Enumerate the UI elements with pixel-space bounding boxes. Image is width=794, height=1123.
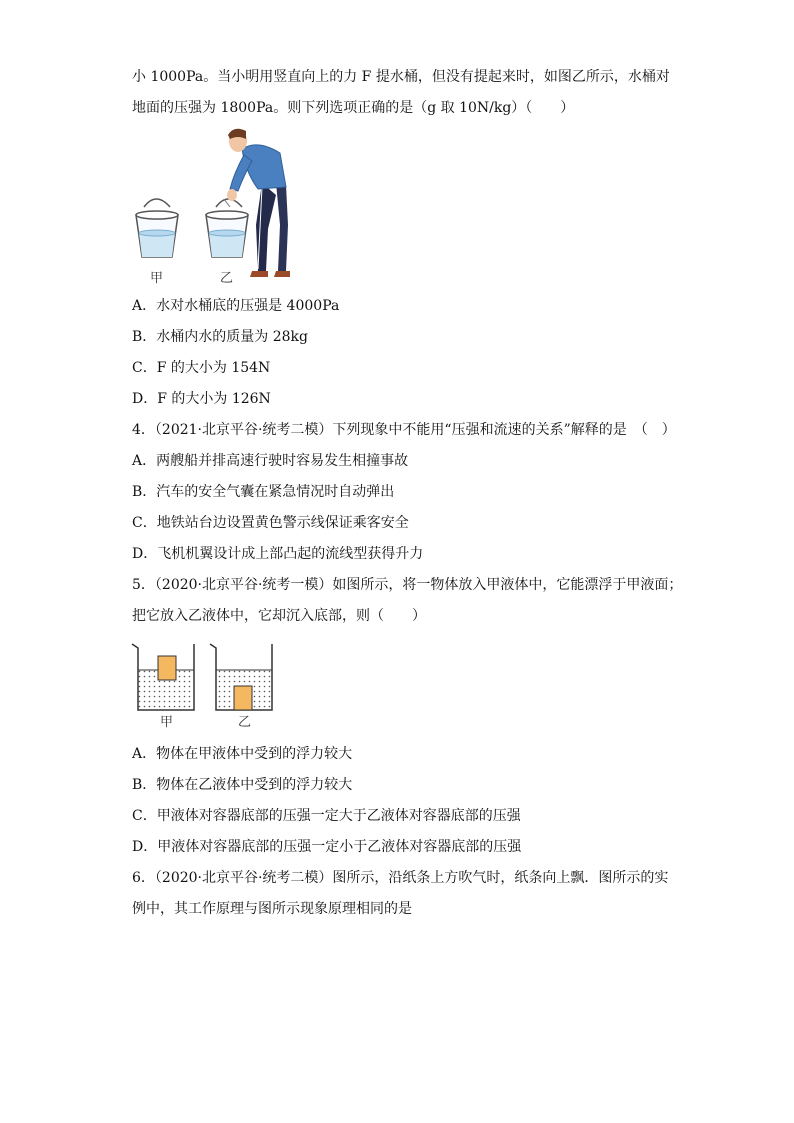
bucket-figure (130, 125, 300, 285)
q5-stem-line1: 5．（2020·北京平谷·统考一模）如图所示，将一物体放入甲液体中，它能漂浮于甲液面； (132, 577, 683, 593)
q3-option-a: A．水对水桶底的压强是 4000Pa (132, 298, 340, 314)
q3-option-d: D．F 的大小为 126N (132, 391, 271, 407)
q4-option-d: D．飞机机翼设计成上部凸起的流线型获得升力 (132, 546, 424, 562)
figure-label-jia: 甲 (150, 271, 164, 286)
q3-option-b: B．水桶内水的质量为 28kg (132, 329, 308, 345)
q4-option-c: C．地铁站台边设置黄色警示线保证乘客安全 (132, 515, 409, 531)
q5-option-c: C．甲液体对容器底部的压强一定大于乙液体对容器底部的压强 (132, 808, 521, 824)
q5-option-a: A．物体在甲液体中受到的浮力较大 (132, 746, 353, 762)
q6-stem-line1: 6．（2020·北京平谷·统考二模）图所示，沿纸条上方吹气时，纸条向上飘．图所示的实 (132, 870, 669, 886)
q3-stem-line1: 小 1000Pa。当小明用竖直向上的力 F 提水桶，但没有提起来时，如图乙所示，水桶对 (132, 69, 670, 85)
q4-option-a: A．两艘船并排高速行驶时容易发生相撞事故 (132, 453, 409, 469)
q5-option-d: D．甲液体对容器底部的压强一定小于乙液体对容器底部的压强 (132, 839, 522, 855)
bucket-b (206, 199, 248, 257)
q4-option-b: B．汽车的安全气囊在紧急情况时自动弹出 (132, 484, 395, 500)
beaker-b (210, 644, 272, 710)
q5-option-b: B．物体在乙液体中受到的浮力较大 (132, 777, 353, 793)
q3-stem-line2: 地面的压强为 1800Pa。则下列选项正确的是（g 取 10N/kg）（ ） (132, 100, 575, 116)
beaker-label-yi: 乙 (238, 715, 252, 730)
beaker-label-jia: 甲 (160, 715, 174, 730)
beaker-a (132, 644, 194, 710)
bucket-a (136, 199, 178, 257)
figure-label-yi: 乙 (220, 271, 234, 286)
beaker-figure (128, 640, 288, 714)
q5-stem-line2: 把它放入乙液体中，它却沉入底部，则（ ） (132, 608, 426, 624)
q3-option-c: C．F 的大小为 154N (132, 360, 271, 376)
q4-stem: 4．（2021·北京平谷·统考二模）下列现象中不能用“压强和流速的关系”解释的是 （ ） (132, 422, 676, 438)
q6-stem-line2: 例中，其工作原理与图所示现象原理相同的是 (132, 901, 412, 917)
